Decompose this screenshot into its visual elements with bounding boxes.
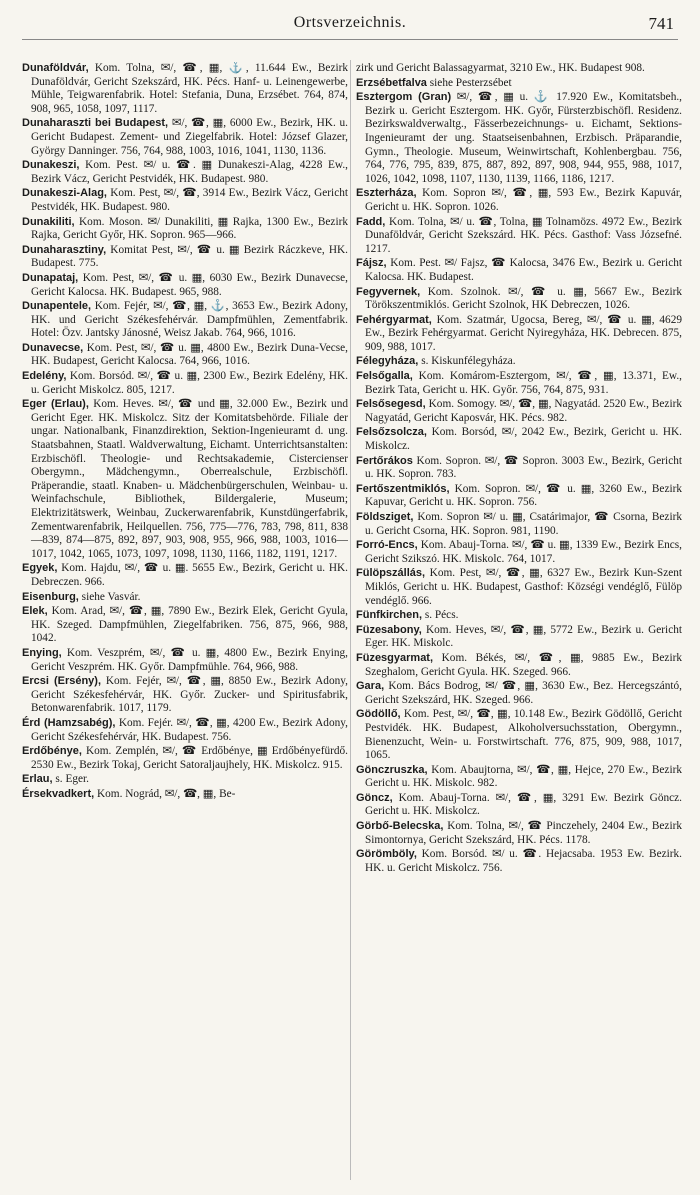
entry-description: Kom. Pest. ✉/ u. ☎. ▦ Dunakeszi-Alag, 4228 Ew., Bezirk Vácz, Gericht Pestvidék, HK. Budapest. 980. — [31, 159, 348, 185]
entry-description: Kom. Sopron ✉/ u. ▦, Csatárimajor, ☎ Csorna, Bezirk u. Gericht Csorna, HK. Sopron. 981, 1190. — [365, 511, 682, 537]
entry-description: Kom. Fejér, ✉/, ☎, ▦, ⚓, 3653 Ew., Bezirk Adony, HK. und Gericht Székesfehérvár. Dampfmühlen, Zementfabrik. Hotel: Özv. Jantsky Jánosné, Weisz Jakab. 764, 966, 1016. — [31, 300, 348, 340]
entry-description: Kom. Sopron. ✉/, ☎ Sopron. 3003 Ew., Bezirk, Gericht u. HK. Sopron. 783. — [365, 454, 682, 481]
directory-entry — [22, 788, 348, 802]
entry-place-name: Göncz, — [356, 791, 393, 804]
entry-description: Kom. Somogy. ✉/, ☎, ▦, Nagyatád. 2520 Ew., Bezirk Nagyatád, Gericht Kaposvár, HK. Pécs. 982. — [365, 398, 682, 424]
entry-description: Kom. Veszprém, ✉/, ☎ u. ▦, 4800 Ew., Bezirk Enying, Gericht Veszprém. HK. Győr. Dampfmühle. 764, 966, 988. — [31, 646, 348, 673]
directory-entry — [356, 426, 682, 453]
directory-entry — [356, 680, 682, 707]
directory-entry — [22, 745, 348, 772]
entry-place-name: Félegyháza, — [356, 355, 419, 368]
directory-entry — [356, 792, 682, 819]
directory-entry — [356, 77, 682, 91]
entry-description: Kom. Pest. ✉/ Fajsz, ☎ Kalocsa, 3476 Ew., Bezirk u. Gericht Kalocsa. HK. Budapest. — [365, 257, 682, 283]
entry-description: Kom. Szatmár, Ugocsa, Bereg, ✉/, ☎ u. ▦, 4629 Ew., Bezirk Fehérgyarmat. Gericht Nyiregyháza, HK. Debrecen. 875, 909, 988, 1017. — [365, 313, 682, 353]
directory-entry — [22, 370, 348, 397]
entry-description: siehe Vasvár. — [81, 590, 141, 603]
entry-place-name: Gara, — [356, 680, 385, 693]
entry-description: Kom. Fejér. ✉/, ☎, ▦, 4200 Ew., Bezirk Adony, Gericht Székesfehérvár, HK. Budapest. 756. — [31, 716, 348, 743]
entry-description: Kom. Hajdu, ✉/, ☎ u. ▦. 5655 Ew., Bezirk, Gericht u. HK. Debreczen. 966. — [31, 562, 348, 588]
directory-entry — [356, 370, 682, 397]
entry-description: Kom. Abauj-Torna. ✉/, ☎, ▦, 3291 Ew. Bezirk Göncz. Gericht u. HK. Miskolcz. — [365, 791, 682, 818]
entry-place-name: Gödöllő, — [356, 708, 401, 721]
entry-description: Kom. Bács Bodrog, ✉/ ☎, ▦, 3630 Ew., Bez. Hercegszántó, Gericht Szekszárd, HK. Szeged. 966. — [365, 680, 682, 706]
directory-entry — [356, 216, 682, 257]
header-rule — [22, 39, 678, 40]
entry-place-name: Eger (Erlau), — [22, 398, 89, 411]
directory-entry — [356, 355, 682, 369]
directory-entry — [22, 398, 348, 561]
directory-entry — [356, 624, 682, 651]
entry-place-name: Edelény, — [22, 370, 67, 383]
entry-place-name: Felsőgalla, — [356, 370, 413, 383]
entry-place-name: Egyek, — [22, 562, 58, 575]
entry-place-name: Ercsi (Ersény), — [22, 675, 102, 688]
entry-description: Kom. Szolnok. ✉/, ☎ u. ▦, 5667 Ew., Bezirk Törökszentmiklós. Gericht Szolnok, HK Debreczen, 1026. — [365, 285, 682, 312]
entry-description: Kom. Tolna, ✉/, ☎, ▦, ⚓, 11.644 Ew., Bezirk Dunaföldvár, Gericht Szekszárd, HK. Pécs. Hanf- u. Leinengewerbe, Mühle, Teigwarenfabrik. Hotel: Stefania, Duna, Erzsébet. 764, 874, 908, 965, 1058, 1097, 1117. — [31, 62, 348, 115]
entry-description: Kom. Komárom-Esztergom, ✉/, ☎, ▦, 13.371, Ew., Bezirk Tata, Gericht u. HK. Győr. 756, 764, 875, 931. — [365, 370, 682, 396]
entry-description: Kom. Fejér, ✉/, ☎, ▦, 8850 Ew., Bezirk Adony, Gericht Székesfehérvár, HK. Győr. Zucker- und Spiritusfabrik, Betonwarenfabrik. 1017, 1179. — [31, 675, 348, 715]
entry-place-name: Dunapentele, — [22, 300, 92, 313]
directory-entry — [22, 342, 348, 369]
entry-description: Kom. Tolna, ✉/, ☎ Pinczehely, 2404 Ew., Bezirk Simontornya, Gericht Szekszárd, HK. Pécs. 1178. — [365, 820, 682, 846]
entry-description: Kom. Nográd, ✉/, ☎, ▦, Be- — [97, 787, 236, 800]
directory-entry — [22, 62, 348, 116]
directory-entry — [356, 764, 682, 791]
entry-place-name: Dunaharasztiny, — [22, 243, 107, 256]
directory-entry — [356, 187, 682, 214]
entry-description: Kom. Abaujtorna, ✉/, ☎, ▦, Hejce, 270 Ew., Bezirk Gericht u. HK. Miskolc. 982. — [365, 763, 682, 790]
entry-description: Kom. Pest, ✉/, ☎, ▦, 6327 Ew., Bezirk Kun-Szent Miklós, Gericht u. HK. Budapest, Gasthof: Községi vendéglő, Fülöp vendéglő. 966. — [365, 567, 682, 607]
directory-entry — [22, 244, 348, 271]
page-title: Ortsverzeichnis. — [293, 14, 407, 31]
entry-description: zirk und Gericht Balassagyarmat, 3210 Ew., HK. Budapest 908. — [356, 62, 645, 74]
entry-description: Kom. Pest, ✉/, ☎ u. ▦, 6030 Ew., Bezirk Dunavecse, Gericht Kalocsa. HK. Budapest. 965, 988. — [31, 271, 348, 298]
directory-entry — [356, 314, 682, 355]
entry-place-name: Fehérgyarmat, — [356, 313, 432, 326]
entry-place-name: Felsőzsolcza, — [356, 426, 427, 439]
page-number: 741 — [648, 14, 674, 33]
directory-entry — [22, 117, 348, 158]
entry-description: Kom. Pest, ✉/, ☎, ▦, 10.148 Ew., Bezirk Gödöllő, Gericht Pestvidék. HK. Budapest, Alkoholversuchsstation, Obergymn., Bienenzucht, Wein- u. Forstwirtschaft. 776, 875, 909, 988, 1017, 1065. — [365, 708, 682, 762]
directory-entry — [356, 91, 682, 186]
entry-description: Kom. Heves. ✉/, ☎ und ▦, 32.000 Ew., Bezirk und Gericht Eger. HK. Miskolcz. Sitz der Komitatsbehörde. Filiale der ungar. Nationalbank, Finanzdirektion, Sektion-Ingenieuramt d. ung. Staatsbahnen, Staatl. Waldverwaltung, Eichamt. Unterrichtsanstalten: Erzbischöfl. Theologie- und Rechtsakademie, Cistercienser Obergymn., Mädchengymn., Oberrealschule, Erzbischöfl. Präperandie, staatl. Knaben- u. Mädchenbürgerschulen, Weinbau- u. Weinfachschule, Bibliothek, Bildergalerie, Museum; Elektrizitätswerk, Weinbau, Zuckerwarenfabrik, Kunstdüngerfabrik, Zementwarenfabrik, Heilquellen. 756, 775—776, 783, 798, 811, 838—839, 874—875, 892, 897, 903, 908, 955, 966, 988, 1003, 1016—1017, 1042, 1065, 1073, 1097, 1098, 1130, 1166, 1182, 1191, 1217. — [31, 398, 348, 560]
directory-entry — [356, 62, 682, 76]
entry-place-name: Dunapataj, — [22, 271, 79, 284]
entry-place-name: Enying, — [22, 646, 62, 659]
entry-place-name: Görömböly, — [356, 848, 417, 861]
entry-place-name: Érsekvadkert, — [22, 787, 95, 800]
directory-entry — [356, 511, 682, 538]
entry-place-name: Dunakiliti, — [22, 215, 75, 228]
directory-entry — [22, 591, 348, 605]
entry-description: Kom. Moson. ✉/ Dunakiliti, ▦ Rajka, 1300 Ew., Bezirk Rajka, Gericht Győr, HK. Sopron. 965—966. — [31, 215, 348, 242]
entry-place-name: Felsősegesd, — [356, 398, 426, 411]
entry-place-name: Eisenburg, — [22, 590, 79, 603]
entry-place-name: Dunavecse, — [22, 341, 84, 354]
directory-entry — [22, 187, 348, 214]
entry-description: siehe Pesterzsébet — [429, 76, 512, 89]
directory-entry — [22, 605, 348, 646]
entry-description: Kom. Borsód. ✉/, ☎ u. ▦, 2300 Ew., Bezirk Edelény, HK. u. Gericht Miskolcz. 805, 1217. — [31, 370, 348, 396]
directory-entry — [356, 708, 682, 762]
entry-place-name: Fertőszentmiklós, — [356, 482, 450, 495]
directory-entry — [22, 272, 348, 299]
directory-entry — [356, 398, 682, 425]
entry-description: Kom. Békés, ✉/, ☎, ▦, 9885 Ew., Bezirk Szeghalom, Gericht Gyula. HK. Szeged. 966. — [365, 651, 682, 678]
entry-place-name: Erlau, — [22, 773, 53, 786]
directory-entry — [22, 216, 348, 243]
entry-place-name: Görbő-Belecska, — [356, 820, 444, 833]
directory-entry — [22, 717, 348, 744]
directory-entry — [356, 286, 682, 313]
entry-place-name: Fájsz, — [356, 257, 387, 270]
directory-entry — [356, 483, 682, 510]
entry-description: s. Pécs. — [424, 609, 459, 622]
directory-entry — [356, 539, 682, 566]
entry-description: Kom. Sopron ✉/, ☎, ▦, 593 Ew., Bezirk Kapuvár, Gericht u. HK. Sopron. 1026. — [365, 187, 682, 213]
directory-entry — [22, 675, 348, 716]
directory-entry — [356, 652, 682, 679]
entry-description: s. Kiskunfélegyháza. — [421, 355, 516, 368]
right-column — [356, 62, 682, 1182]
entry-place-name: Eszterháza, — [356, 187, 417, 200]
entry-place-name: Dunaföldvár, — [22, 62, 89, 74]
page-header — [0, 14, 700, 44]
entry-place-name: Földsziget, — [356, 511, 414, 523]
entry-place-name: Forró-Encs, — [356, 539, 418, 552]
entry-place-name: Esztergom (Gran) — [356, 91, 452, 104]
entry-description: Kom. Arad, ✉/, ☎, ▦, 7890 Ew., Bezirk Elek, Gericht Gyula, HK. Szeged. Dampfmühlen, Ziegelfabriken. 756, 875, 966, 988, 1042. — [31, 605, 348, 645]
directory-entry — [356, 820, 682, 847]
entry-description: Komitat Pest, ✉/, ☎ u. ▦ Bezirk Ráczkeve, HK. Budapest. 775. — [31, 243, 348, 270]
entry-description: ✉/, ☎, ▦, 6000 Ew., Bezirk, HK. u. Gericht Budapest. Zement- und Ziegelfabrik. Hotel: József Glazer, György Danninger. 756, 764, 988, 1003, 1016, 1041, 1130, 1136. — [31, 117, 348, 157]
directory-entry — [22, 159, 348, 186]
entry-description: Kom. Zemplén, ✉/, ☎ Erdőbénye, ▦ Erdőbényefürdő. 2530 Ew., Bezirk Tokaj, Gericht Satoraljaujhely, HK. Miskolcz. 915. — [31, 745, 348, 771]
directory-entry — [22, 300, 348, 341]
entry-place-name: Fünfkirchen, — [356, 609, 423, 622]
entry-place-name: Fülöpszállás, — [356, 567, 426, 580]
entry-description: Kom. Borsód, ✉/, 2042 Ew., Bezirk, Gericht u. HK. Miskolcz. — [365, 426, 682, 453]
entry-place-name: Füzesgyarmat, — [356, 651, 434, 664]
entry-place-name: Fertőrákos — [356, 454, 413, 467]
entry-place-name: Elek, — [22, 605, 48, 618]
directory-entry — [356, 609, 682, 623]
entry-description: Kom. Borsód. ✉/ u. ☎. Hejacsaba. 1953 Ew. Bezirk. HK. u. Gericht Miskolcz. 756. — [365, 848, 682, 874]
entry-description: Kom. Heves, ✉/, ☎, ▦, 5772 Ew., Bezirk u. Gericht Eger. HK. Miskolc. — [365, 623, 682, 650]
entry-place-name: Dunaharaszti bei Budapest, — [22, 117, 169, 130]
entry-place-name: Erzsébetfalva — [356, 76, 427, 89]
entry-place-name: Dunakeszi, — [22, 159, 80, 172]
directory-entry — [356, 257, 682, 284]
directory-entry — [356, 567, 682, 608]
entry-place-name: Érd (Hamzsabég), — [22, 716, 116, 729]
entry-description: Kom. Abauj-Torna. ✉/, ☎ u. ▦, 1339 Ew., Bezirk Encs, Gericht Szikszó. HK. Miskolc. 764, 1017. — [365, 539, 682, 565]
directory-entry — [22, 773, 348, 787]
entry-place-name: Fegyvernek, — [356, 285, 421, 298]
left-column — [22, 62, 348, 1182]
directory-entry — [356, 848, 682, 875]
entry-place-name: Füzesabony, — [356, 623, 422, 636]
entry-place-name: Gönczruszka, — [356, 763, 428, 776]
directory-entry — [356, 455, 682, 482]
entry-description: Kom. Pest, ✉/, ☎ u. ▦, 4800 Ew., Bezirk Duna-Vecse, HK. Budapest, Gericht Kalocsa. 764, 966, 1016. — [31, 341, 348, 368]
entry-place-name: Erdőbénye, — [22, 745, 82, 758]
entry-description: ✉/, ☎, ▦ u. ⚓ 17.920 Ew., Komitatsbeh., Bezirk u. Gericht Esztergom. HK. Győr, Fürsterzbischöfl. Residenz. Bezirkswaldverwaltg., Fässerbezeichnungs- u. Eichamt, Sektions-Ingenieuramt der ung. Staatseisenbahnen, Erzbisch. Präparandie, Gymn., Theologie. Museum, Weinwirtschaft, Kohlenbergbau. 756, 764, 776, 795, 839, 875, 887, 892, 897, 908, 944, 955, 988, 1017, 1026, 1042, 1098, 1107, 1130, 1139, 1166, 1186, 1217. — [365, 91, 682, 185]
entry-description: s. Eger. — [55, 773, 89, 786]
directory-entry — [22, 647, 348, 674]
entry-description: Kom. Sopron. ✉/, ☎ u. ▦, 3260 Ew., Bezirk Kapuvar, Gericht u. HK. Sopron. 756. — [365, 482, 682, 509]
entry-place-name: Fadd, — [356, 215, 386, 228]
entry-description: Kom. Tolna, ✉/ u. ☎, Tolna, ▦ Tolnamözs. 4972 Ew., Bezirk Dunaföldvár, Gericht Szekszárd. HK. Pécs. Gasthof: Vass Józsefné. 1217. — [365, 215, 682, 255]
entry-description: Kom. Pest, ✉/, ☎, 3914 Ew., Bezirk Vácz, Gericht Pestvidék, HK. Budapest. 980. — [31, 187, 348, 213]
entry-place-name: Dunakeszi-Alag, — [22, 187, 107, 200]
directory-entry — [22, 562, 348, 589]
column-divider — [350, 60, 351, 1180]
